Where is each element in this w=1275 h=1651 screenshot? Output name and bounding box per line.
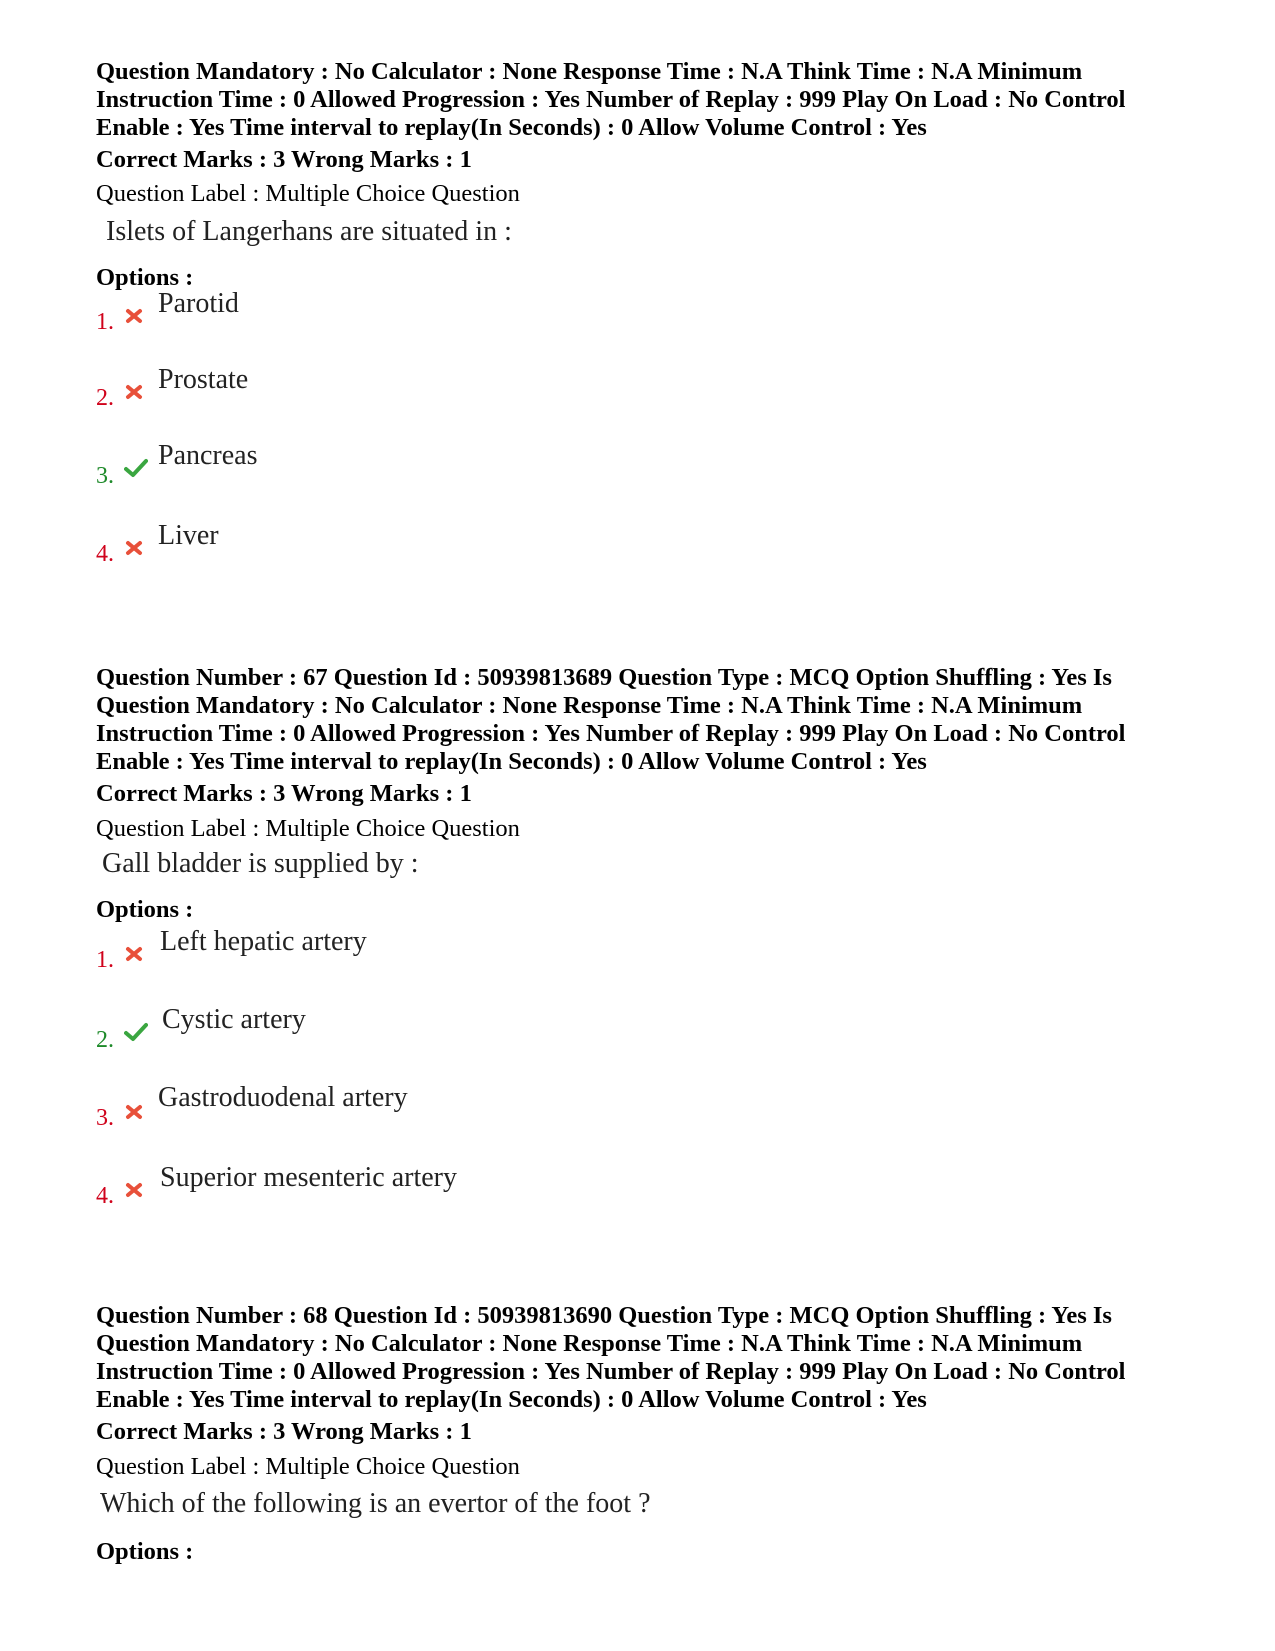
option-2 [96,364,696,424]
option-1 [96,926,696,986]
question-label: Question Label : Multiple Choice Question [96,1453,520,1480]
option-text: Parotid [158,288,239,319]
cross-icon [124,382,144,402]
option-text: Left hepatic artery [160,926,367,957]
marks-line: Correct Marks : 3 Wrong Marks : 1 [96,780,472,807]
question-meta-line: Question Mandatory : No Calculator : None Response Time : N.A Think Time : N.A Minimum [96,1330,1083,1357]
option-text: Superior mesenteric artery [160,1162,457,1193]
question-66-text-wrap [96,216,1196,248]
options-heading: Options : [96,896,194,923]
cross-icon [124,1180,144,1200]
option-number: 3. [96,463,114,489]
question-68-label [96,1453,1196,1481]
question-68-text-wrap [96,1488,1196,1520]
question-meta-line: Instruction Time : 0 Allowed Progression : Yes Number of Replay : 999 Play On Load : No Control [96,720,1126,747]
question-meta-line: Enable : Yes Time interval to replay(In Seconds) : 0 Allow Volume Control : Yes [96,1386,927,1413]
question-68-marks [96,1418,1196,1446]
option-text: Prostate [158,364,249,395]
option-number: 4. [96,1183,114,1209]
check-icon [124,1022,148,1042]
question-label: Question Label : Multiple Choice Question [96,815,520,842]
option-2 [96,1004,696,1066]
question-67-options-heading [96,896,1196,924]
option-number: 2. [96,1027,114,1053]
option-number: 2. [96,385,114,411]
question-67-marks [96,780,1196,808]
question-meta-line: Enable : Yes Time interval to replay(In Seconds) : 0 Allow Volume Control : Yes [96,114,927,141]
option-4 [96,1162,696,1222]
question-meta-line: Instruction Time : 0 Allowed Progression : Yes Number of Replay : 999 Play On Load : No Control [96,86,1126,113]
question-text: Islets of Langerhans are situated in : [106,216,512,247]
option-text: Pancreas [158,440,258,471]
question-meta-line: Enable : Yes Time interval to replay(In Seconds) : 0 Allow Volume Control : Yes [96,748,927,775]
question-68-header [96,1302,1196,1414]
question-text: Gall bladder is supplied by : [102,848,419,879]
option-text: Liver [158,520,219,551]
question-68-options-heading [96,1538,1196,1566]
options-heading: Options : [96,264,194,291]
cross-icon [124,944,144,964]
option-1 [96,288,696,348]
question-meta-line: Question Number : 67 Question Id : 50939813689 Question Type : MCQ Option Shuffling : Yes Is [96,664,1112,691]
option-number: 1. [96,309,114,335]
question-67-label [96,815,1196,843]
question-66-header [96,58,1196,142]
question-66-options-heading [96,264,1196,292]
marks-line: Correct Marks : 3 Wrong Marks : 1 [96,1418,472,1445]
options-heading: Options : [96,1538,194,1565]
question-66-label [96,180,1196,208]
option-3 [96,440,696,502]
option-4 [96,520,696,580]
option-number: 3. [96,1105,114,1131]
option-text: Cystic artery [162,1004,306,1035]
cross-icon [124,538,144,558]
question-meta-line: Instruction Time : 0 Allowed Progression : Yes Number of Replay : 999 Play On Load : No Control [96,1358,1126,1385]
cross-icon [124,1102,144,1122]
check-icon [124,458,148,478]
marks-line: Correct Marks : 3 Wrong Marks : 1 [96,146,472,173]
question-meta-line: Question Mandatory : No Calculator : None Response Time : N.A Think Time : N.A Minimum [96,58,1083,85]
option-number: 4. [96,541,114,567]
question-meta-line: Question Mandatory : No Calculator : None Response Time : N.A Think Time : N.A Minimum [96,692,1083,719]
question-meta-line: Question Number : 68 Question Id : 50939813690 Question Type : MCQ Option Shuffling : Yes Is [96,1302,1112,1329]
option-text: Gastroduodenal artery [158,1082,408,1113]
question-label: Question Label : Multiple Choice Question [96,180,520,207]
cross-icon [124,306,144,326]
question-67-text-wrap [96,848,1196,880]
option-number: 1. [96,947,114,973]
option-3 [96,1082,696,1144]
question-text: Which of the following is an evertor of the foot ? [100,1488,651,1519]
question-66-body [96,146,1196,174]
question-67-header [96,664,1196,776]
